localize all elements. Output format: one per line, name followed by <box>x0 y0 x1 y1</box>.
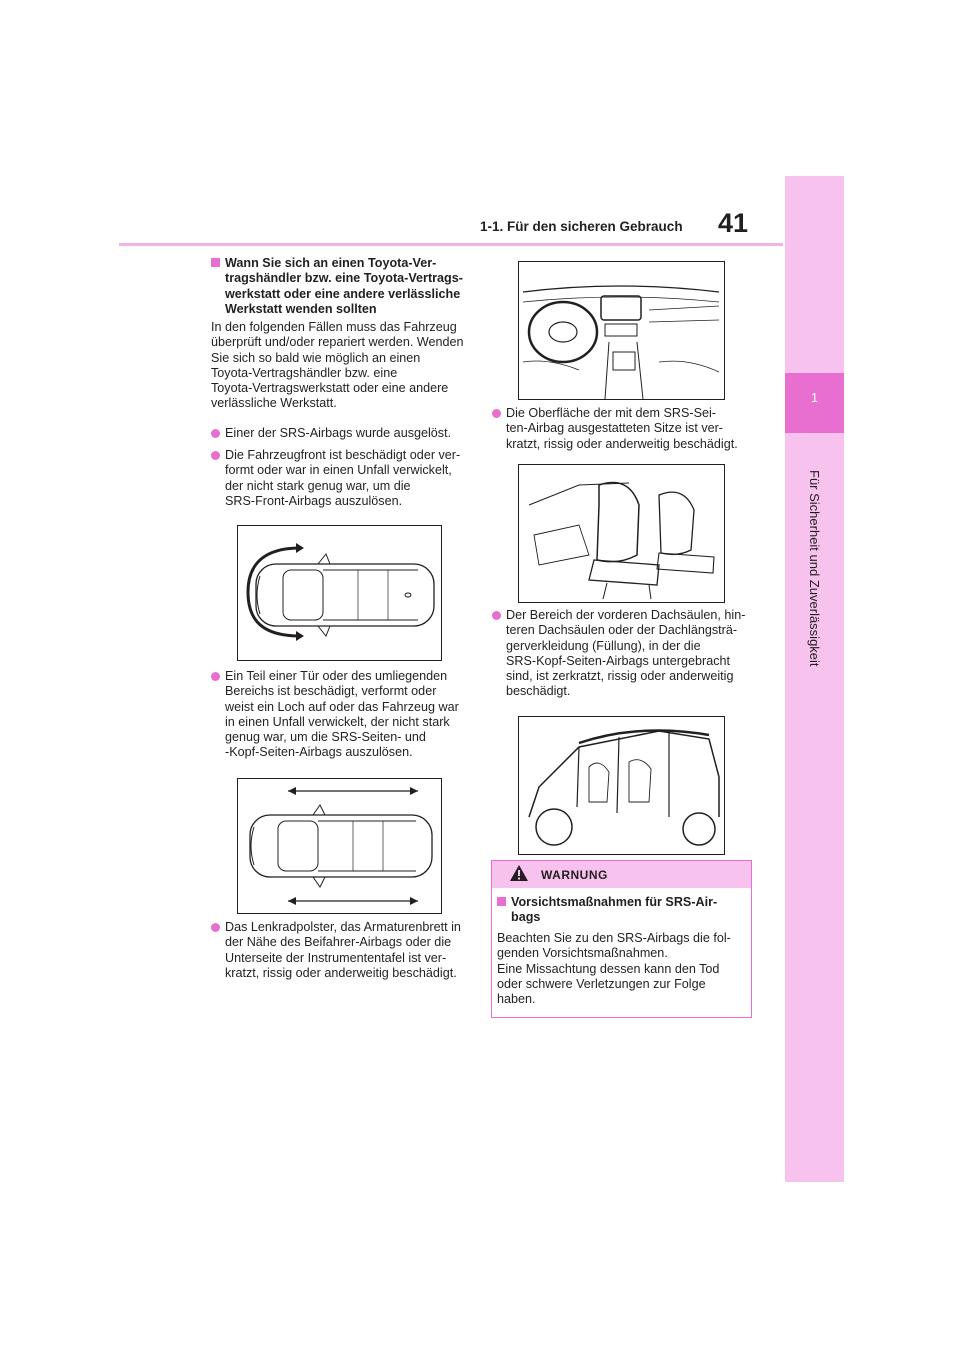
figure-side-area <box>237 778 442 914</box>
figure-seats <box>518 464 725 603</box>
warning-title: WARNUNG <box>541 868 608 882</box>
car-front-highlight-illustration <box>238 526 441 660</box>
list-item: Die Fahrzeugfront ist beschädigt oder ver- formt oder war in einen Unfall verwickelt, der nicht stark genug war, um die SRS-Front-Airbags auszulösen. <box>211 448 481 509</box>
bullet-dot-icon <box>211 451 220 460</box>
warning-triangle-icon <box>509 864 529 882</box>
bullet-dot-icon <box>492 611 501 620</box>
car-pillars-illustration <box>519 717 724 854</box>
chapter-side-tab <box>785 176 844 1182</box>
page-number: 41 <box>718 208 749 238</box>
section-heading: Wann Sie sich an einen Toyota-Ver- tragshändler bzw. eine Toyota-Vertrags- werkstatt oder eine andere verlässliche Werkstatt wenden sollten <box>211 256 481 317</box>
list-item: Der Bereich der vorderen Dachsäulen, hin- teren Dachsäulen oder der Dachlängsträ- gerverkleidung (Füllung), in der die SRS-Kopf-Seiten-Airbags untergebracht sind, ist zerkratzt, rissig oder anderweitig beschädigt. <box>492 608 762 700</box>
intro-paragraph: In den folgenden Fällen muss das Fahrzeug überprüft und/oder repariert werden. Wenden Sie sich so bald wie möglich an einen Toyota-Vertragshändler bzw. eine Toyota-Vertragswerkstatt oder eine andere verlässliche Werkstatt. <box>211 320 464 411</box>
list-item: Einer der SRS-Airbags wurde ausgelöst. <box>211 426 481 441</box>
figure-dashboard <box>518 261 725 400</box>
section-title: 1-1. Für den sicheren Gebrauch <box>480 219 683 234</box>
bullet-dot-icon <box>211 429 220 438</box>
warning-heading: Vorsichtsmaßnahmen für SRS-Air- bags <box>497 895 747 926</box>
chapter-title: Für Sicherheit und Zuverlässigkeit <box>807 470 822 667</box>
bullet-dot-icon <box>211 923 220 932</box>
list-item: Die Oberfläche der mit dem SRS-Sei- ten-Airbag ausgestatteten Sitze ist ver- kratzt, rissig oder anderweitig beschädigt. <box>492 406 762 452</box>
bullet-dot-icon <box>492 409 501 418</box>
square-bullet-icon <box>211 258 220 267</box>
dashboard-illustration <box>519 262 724 399</box>
square-bullet-icon <box>497 897 506 906</box>
figure-front-area <box>237 525 442 661</box>
figure-roof-pillars <box>518 716 725 855</box>
seats-illustration <box>519 465 724 602</box>
list-item: Ein Teil einer Tür oder des umliegenden Bereichs ist beschädigt, verformt oder weist ein Loch auf oder das Fahrzeug war in einen Unfall verwickelt, der nicht stark genug war, um die SRS-Seiten- und -Kopf-Seiten-Airbags auszulösen. <box>211 669 481 761</box>
warning-body: Beachten Sie zu den SRS-Airbags die fol- genden Vorsichtsmaßnahmen. Eine Missachtung dessen kann den Tod oder schwere Verletzungen zur Folge haben. <box>497 931 731 1007</box>
car-side-highlight-illustration <box>238 779 441 913</box>
warning-header <box>492 861 751 888</box>
list-item: Das Lenkradpolster, das Armaturenbrett in der Nähe des Beifahrer-Airbags oder die Unterseite der Instrumententafel ist ver- kratzt, rissig oder anderweitig beschädigt. <box>211 920 481 981</box>
chapter-number: 1 <box>810 390 819 405</box>
header-rule <box>119 243 783 246</box>
bullet-dot-icon <box>211 672 220 681</box>
